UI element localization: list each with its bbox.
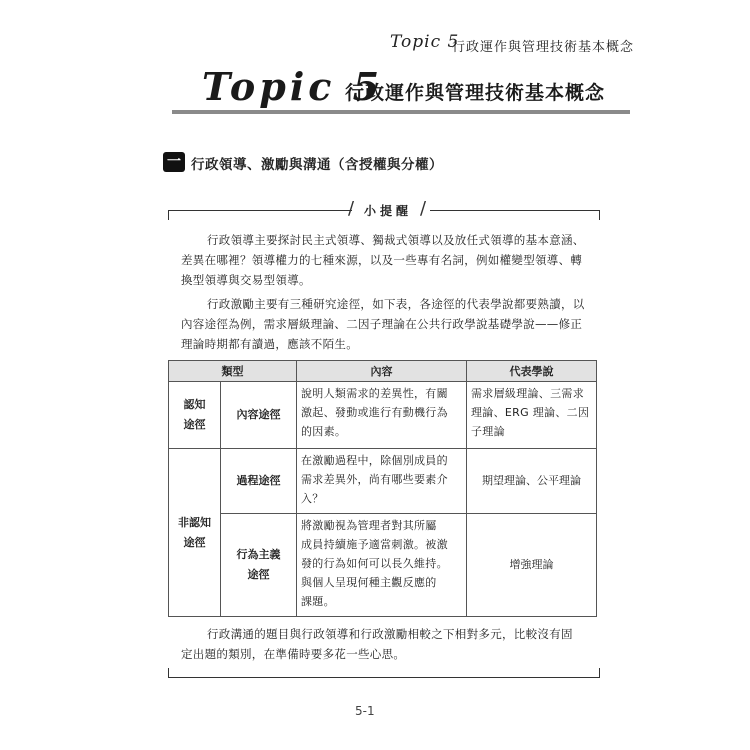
text-line: 定出題的類別，在準備時要多花一些心思。 xyxy=(181,647,406,661)
table-header-row xyxy=(169,361,597,382)
subtype-label-line: 內容途徑 xyxy=(236,408,281,422)
group-label-line: 認知 xyxy=(183,398,206,412)
group-label-line: 途徑 xyxy=(183,535,206,549)
header-theory: 代表學說 xyxy=(467,361,597,382)
cell-line: 將激勵視為管理者對其所屬 xyxy=(301,518,437,532)
cell-line: 子理論 xyxy=(471,425,505,439)
tips-frame-top-left xyxy=(168,210,352,211)
table-row xyxy=(169,513,597,616)
cell-line: 發的行為如何可以長久維持。 xyxy=(301,556,448,570)
subtype-label-line: 過程途徑 xyxy=(236,473,281,487)
cell-line: 入？ xyxy=(301,492,324,506)
running-header xyxy=(360,32,690,58)
chapter-topic-label: Topic 5 xyxy=(202,64,384,109)
chapter-title: 行政運作與管理技術基本概念 xyxy=(345,82,606,104)
tips-paragraph-1 xyxy=(181,230,585,290)
section-heading xyxy=(163,150,563,174)
cell-line: 的因素。 xyxy=(301,425,347,439)
group-cognitive xyxy=(169,382,221,449)
text-line: 行政溝通的題目與行政領導和行政激勵相較之下相對多元，比較沒有固 xyxy=(207,627,573,641)
tips-frame-bottom xyxy=(168,677,600,678)
tips-title-slash-left: / xyxy=(348,198,355,219)
cell-line: 需求差異外，尚有哪些要素介 xyxy=(301,473,448,487)
cell-line: 期望理論、公平理論 xyxy=(482,474,581,488)
table-row xyxy=(169,382,597,449)
cell-line: 成員持續施予適當刺激。被激 xyxy=(301,537,448,551)
chapter-underline xyxy=(172,110,630,114)
tips-frame-corner-tr xyxy=(599,210,600,220)
content-cell xyxy=(297,513,467,616)
running-header-topic: Topic 5 xyxy=(390,32,460,52)
section-number-badge: 一 xyxy=(163,152,185,172)
group-label-line: 途徑 xyxy=(183,418,206,432)
text-line: 行政領導主要探討民主式領導、獨裁式領導以及放任式領導的基本意涵、 xyxy=(207,233,585,247)
subtype-label-line: 行為主義 xyxy=(236,547,281,561)
header-content: 內容 xyxy=(297,361,467,382)
theory-cell xyxy=(467,513,597,616)
tips-frame-corner-tl xyxy=(168,210,169,220)
content-cell xyxy=(297,382,467,449)
subtype-content-approach xyxy=(221,382,297,449)
tips-frame-top-right xyxy=(430,210,600,211)
subtype-behaviorism-approach xyxy=(221,513,297,616)
cell-line: 理論、ERG 理論、二因 xyxy=(471,406,590,420)
subtype-label-line: 途徑 xyxy=(247,567,270,581)
page-number: 5-1 xyxy=(355,704,375,718)
text-line: 差異在哪裡？領導權力的七種來源，以及一些專有名詞，例如權變型領導、轉 xyxy=(181,253,583,267)
section-title: 行政領導、激勵與溝通（含授權與分權） xyxy=(191,157,443,173)
cell-line: 說明人類需求的差異性，有關 xyxy=(301,387,448,401)
tips-title: 小提醒 xyxy=(364,204,413,218)
cell-line: 增強理論 xyxy=(509,558,554,572)
tips-paragraph-2 xyxy=(181,294,585,354)
tips-frame-corner-br xyxy=(599,668,600,678)
group-label-line: 非認知 xyxy=(178,515,211,529)
chapter-heading xyxy=(160,62,640,126)
table-row xyxy=(169,449,597,514)
tips-title-slash-right: / xyxy=(420,198,427,219)
tips-paragraph-3 xyxy=(181,624,573,664)
tips-box xyxy=(168,200,600,678)
theory-cell xyxy=(467,382,597,449)
cell-line: 課題。 xyxy=(301,594,335,608)
motivation-approaches-table xyxy=(168,360,597,617)
text-line: 行政激勵主要有三種研究途徑，如下表，各途徑的代表學說都要熟讀，以 xyxy=(207,297,585,311)
header-type: 類型 xyxy=(169,361,297,382)
text-line: 理論時期都有讀過，應該不陌生。 xyxy=(181,337,358,351)
cell-line: 需求層級理論、三需求 xyxy=(471,387,584,401)
text-line: 換型領導與交易型領導。 xyxy=(181,273,311,287)
theory-cell xyxy=(467,449,597,514)
cell-line: 激起、發動或進行有動機行為 xyxy=(301,406,448,420)
running-header-title: 行政運作與管理技術基本概念 xyxy=(452,40,635,55)
content-cell xyxy=(297,449,467,514)
group-noncognitive xyxy=(169,449,221,617)
text-line: 內容途徑為例，需求層級理論、二因子理論在公共行政學說基礎學說——修正 xyxy=(181,317,583,331)
cell-line: 與個人呈現何種主觀反應的 xyxy=(301,575,437,589)
cell-line: 在激勵過程中，除個別成員的 xyxy=(301,454,448,468)
subtype-process-approach xyxy=(221,449,297,514)
